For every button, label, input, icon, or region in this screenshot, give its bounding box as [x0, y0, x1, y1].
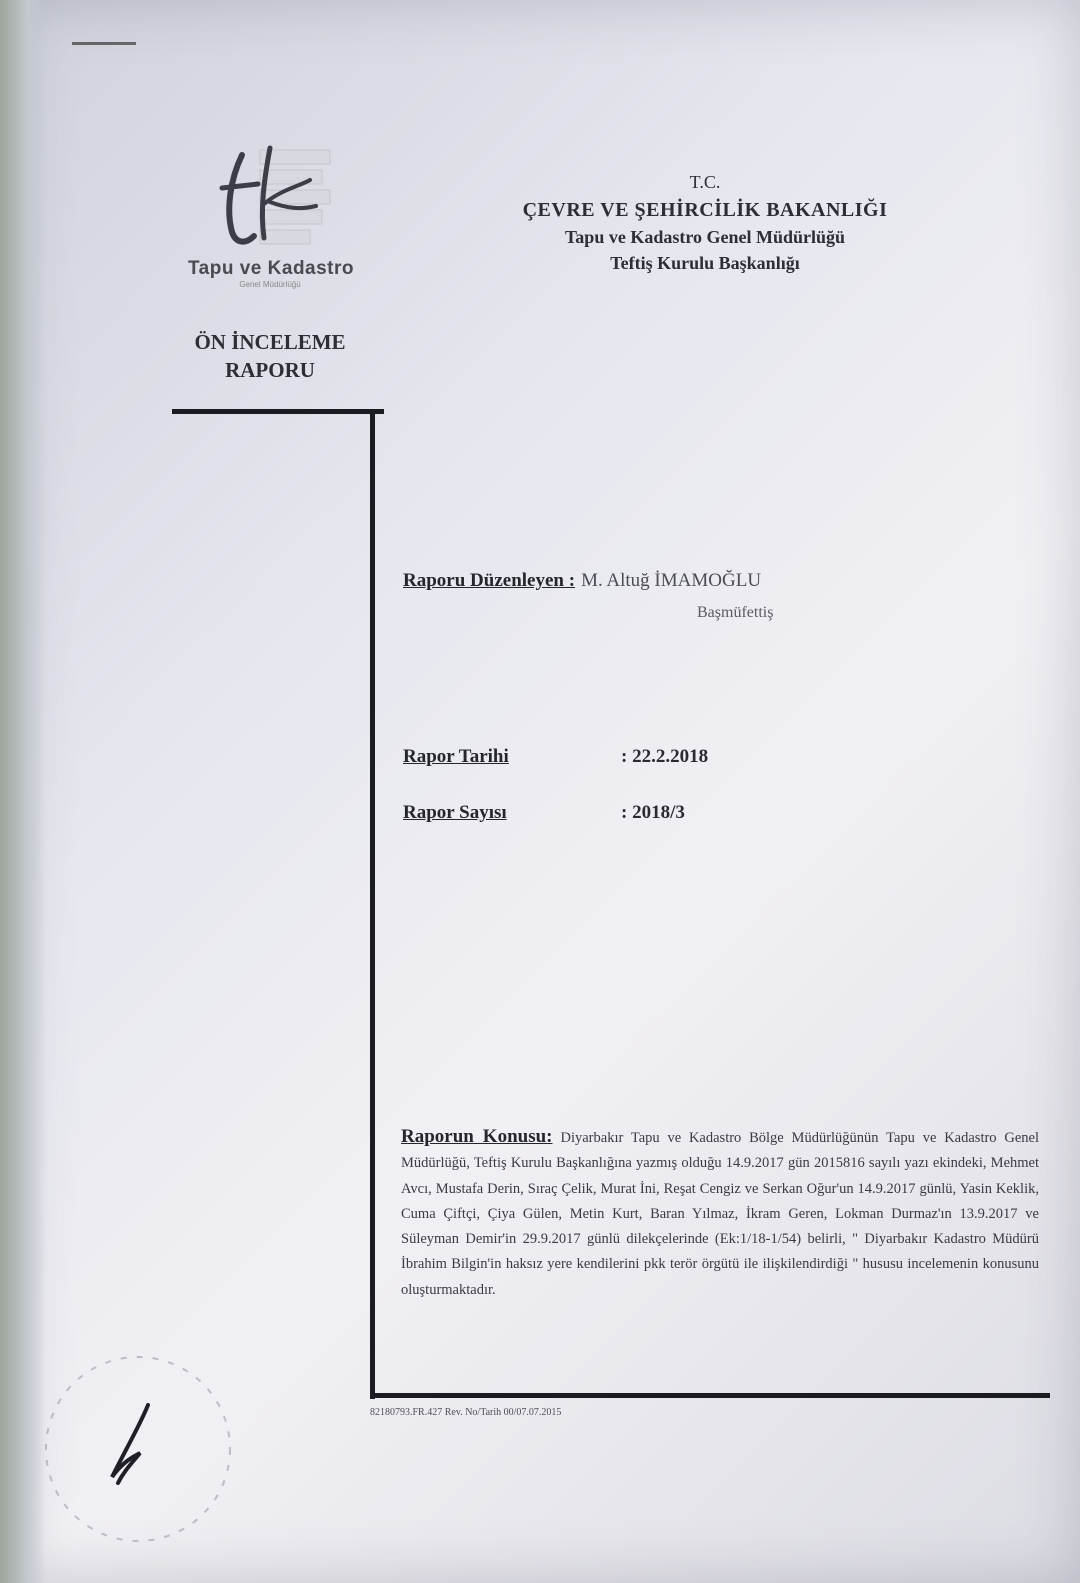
- report-date-row: [403, 746, 708, 768]
- prepared-by-label: Raporu Düzenleyen :: [403, 570, 576, 591]
- corner-mark: [72, 42, 136, 45]
- report-subject-text: Diyarbakır Tapu ve Kadastro Bölge Müdürlüğünün Tapu ve Kadastro Genel Müdürlüğü, Teftiş Kurulu Başkanlığına yazmış olduğu 14.9.2017 gün 2015816 sayılı yazı ekindeki, Mehmet Avcı, Mustafa Derin, Sıraç Çelik, Murat İni, Reşat Cengiz ve Serkan Oğur'un 14.9.2017 günlü, Yasin Keklik, Cuma Çiftçi, Çiya Gülen, Metin Kurt, Baran Yılmaz, İkram Geren, Lokman Durmaz'ın 13.9.2017 ve Süleyman Demir'in 29.9.2017 günlü dilekçelerinde (Ek:1/18-1/54) belirli, " Diyarbakır Kadastro Müdürü İbrahim Bilgin'in haksız yere kendilerini pkk terör örgütü ile ilişkilendirdiği " hususu incelemenin konusunu oluşturmaktadır.: [401, 1130, 1039, 1298]
- header-board: Teftiş Kurulu Başkanlığı: [610, 253, 800, 273]
- report-number-label: Rapor Sayısı: [403, 802, 507, 823]
- frame-left-line: [370, 409, 375, 1399]
- report-subject-label: Raporun Konusu:: [401, 1126, 553, 1147]
- header-directorate: Tapu ve Kadastro Genel Müdürlüğü: [564, 227, 846, 247]
- report-date-value: : 22.2.2018: [621, 746, 709, 767]
- header-tc: T.C.: [689, 172, 721, 192]
- prepared-by-name: M. Altuğ İMAMOĞLU: [581, 570, 762, 591]
- header-ministry: ÇEVRE VE ŞEHİRCİLİK BAKANLIĞI: [522, 199, 888, 221]
- frame-bottom-line: [370, 1393, 1050, 1398]
- report-number-row: [403, 802, 685, 824]
- report-number-value: : 2018/3: [621, 802, 685, 823]
- logo-subcaption: Genel Müdürlüğü: [239, 280, 301, 289]
- prepared-by-title: Başmüfettiş: [697, 604, 774, 621]
- document-header: [470, 172, 940, 274]
- report-type-line2: RAPORU: [225, 358, 315, 382]
- stamp-signature: [40, 1345, 240, 1555]
- report-subject: [401, 1124, 1039, 1303]
- report-date-label: Rapor Tarihi: [403, 746, 509, 767]
- report-type: [170, 328, 370, 384]
- document-code: 82180793.FR.427 Rev. No/Tarih 00/07.07.2015: [370, 1407, 562, 1418]
- prepared-by: [403, 570, 761, 592]
- frame-top-line: [172, 409, 384, 414]
- logo-caption: Tapu ve Kadastro: [187, 258, 355, 279]
- report-type-line1: ÖN İNCELEME: [194, 330, 346, 354]
